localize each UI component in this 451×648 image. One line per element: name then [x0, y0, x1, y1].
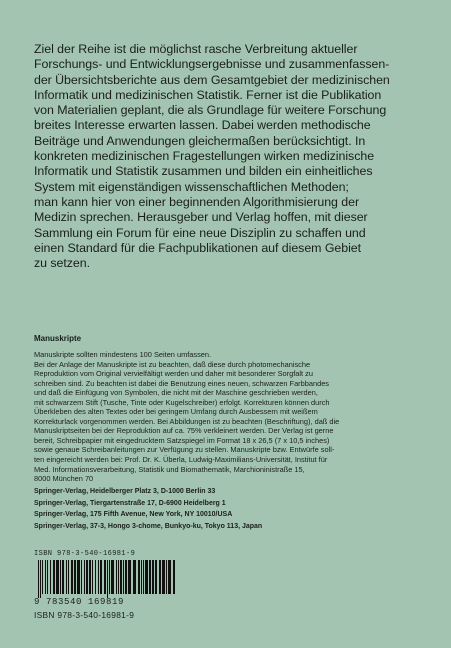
publisher-address: Springer-Verlag, Tiergartenstraße 17, D-6900 Heidelberg 1 — [34, 499, 226, 507]
text-line: bereit, Schreibpapier mit eingedrucktem Satzspiegel im Format 18 x 26,5 (7 x 10,5 inches) — [34, 435, 330, 445]
text-line: und daß die Einfügung von Symbolen, die nicht mit der Maschine geschrieben werden, — [34, 388, 318, 398]
text-line: einen Standard für die Fachpublikationen auf diesem Gebiet — [34, 240, 362, 255]
text-line: der Übersichtsberichte aus dem Gesamtgebiet der medizinischen — [34, 72, 390, 87]
text-line: ten eingereicht werden bei: Prof. Dr. K. Überla, Ludwig-Maximilians-Universität, Institut für — [34, 455, 328, 465]
text-line: Med. Informationsverarbeitung, Statistik und Biomathematik, Marchioninistraße 15, — [34, 464, 305, 474]
text-line: zu setzen. — [34, 256, 90, 271]
text-line: Reproduktion vom Original vervielfältigt werden und daher mit besonderer Sorgfalt zu — [34, 369, 313, 379]
text-line: Beiträge und Anwendungen gleichermaßen berücksichtigt. In — [34, 133, 366, 148]
isbn-barcode-block — [34, 550, 182, 620]
barcode-digits: 9 783540 169819 — [34, 597, 125, 607]
publisher-address: Springer-Verlag, 175 Fifth Avenue, New York, NY 10010/USA — [34, 511, 233, 519]
text-line: Forschungs- und Entwicklungsergebnisse und zusammenfassen- — [34, 57, 390, 72]
isbn-label-bottom: ISBN 978-3-540-16981-9 — [34, 610, 135, 620]
isbn-label-top: ISBN 978-3-540-16981-9 — [34, 550, 136, 558]
text-line: Manuskriptseiten bei der Reproduktion auf ca. 75% verkleinert werden. Der Verlag ist gerne — [34, 426, 334, 436]
manuscripts-heading: Manuskripte — [34, 334, 82, 343]
manuscripts-instructions — [34, 350, 426, 484]
barcode-icon — [34, 560, 182, 598]
text-line: Ziel der Reihe ist die möglichst rasche Verbreitung aktueller — [34, 42, 358, 56]
text-line: Informatik und Statistik zusammen und bilden ein einheitliches — [34, 164, 373, 179]
text-line: Manuskripte sollten mindestens 100 Seiten umfassen. — [34, 350, 212, 359]
text-line: 8000 München 70 — [34, 474, 94, 484]
text-line: von Materialien geplant, die als Grundlage für weitere Forschung — [34, 103, 387, 118]
text-line: Sammlung ein Forum für eine neue Disziplin zu schaffen und — [34, 225, 366, 240]
text-line: schreiben sind. Zu beachten ist dabei die Benutzung eines neuen, schwarzen Farbbandes — [34, 378, 329, 388]
text-line: breites Interesse erwarten lassen. Dabei werden methodische — [34, 118, 371, 133]
publisher-address: Springer-Verlag, Heidelberger Platz 3, D-1000 Berlin 33 — [34, 488, 216, 495]
publisher-address: Springer-Verlag, 37-3, Hongo 3-chome, Bunkyo-ku, Tokyo 113, Japan — [34, 523, 263, 531]
publisher-addresses — [34, 486, 426, 533]
text-line: Korrekturlack vorgenommen werden. Bei Abbildungen ist zu beachten (Beschriftung), daß die — [34, 416, 340, 426]
text-line: man kann hier von einer beginnenden Algorithmisierung der — [34, 194, 360, 209]
series-description — [34, 42, 426, 271]
text-line: System mit eigenständigen wissenschaftlichen Methoden; — [34, 179, 349, 194]
text-line: Bei der Anlage der Manuskripte ist zu beachten, daß diese durch photomechanische — [34, 359, 311, 369]
text-line: Informatik und medizinischen Statistik. Ferner ist die Publikation — [34, 87, 382, 102]
text-line: konkreten medizinischen Fragestellungen wirken medizinische — [34, 149, 375, 164]
text-line: Überkleben des alten Textes oder bei geringem Umfang durch Ausbessern mit weißem — [34, 407, 318, 417]
text-line: Medizin sprechen. Herausgeber und Verlag hoffen, mit dieser — [34, 210, 368, 225]
text-line: mit schwarzem Stift (Tusche, Tinte oder Kugelschreiber) erfolgt. Korrekturen können durch — [34, 397, 330, 407]
text-line: sowie genaue Schreibanleitungen zur Verfügung zu stellen. Manuskripte bzw. Entwürfe soll- — [34, 445, 335, 455]
